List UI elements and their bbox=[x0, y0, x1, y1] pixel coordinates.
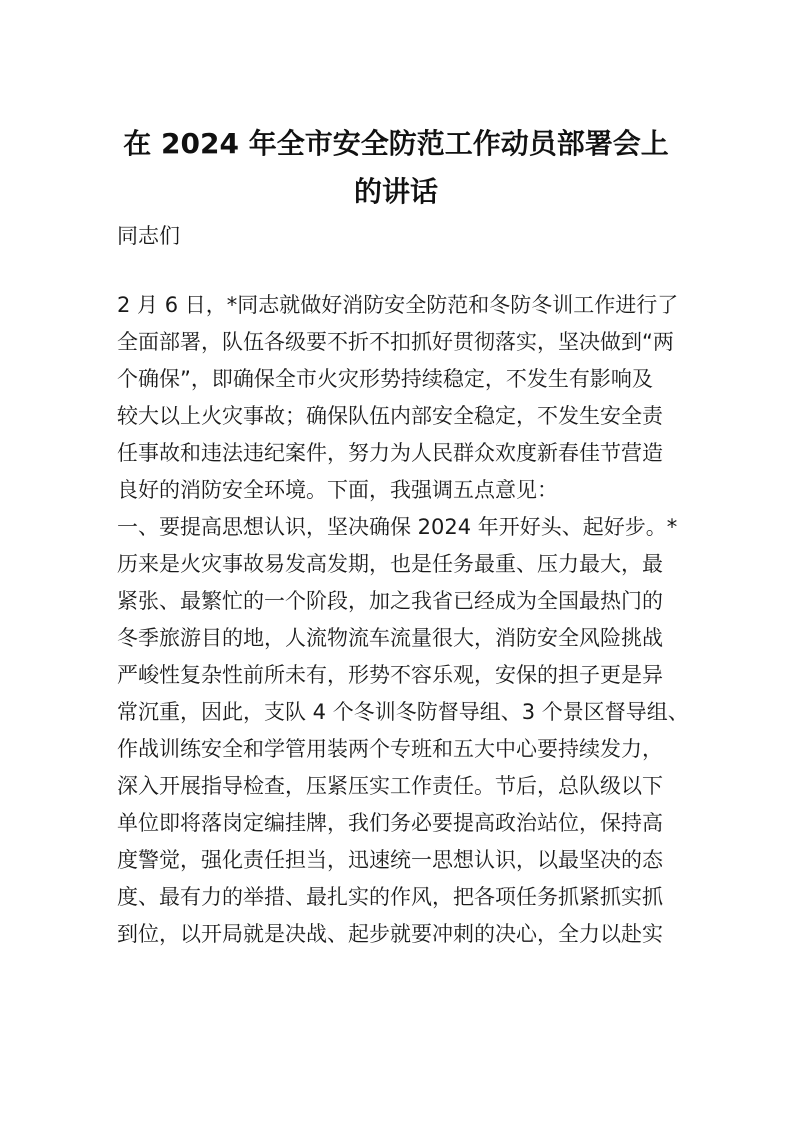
body-line: 一、要提高思想认识，坚决确保 2024 年开好头、起好步。* bbox=[117, 515, 678, 539]
body-line: 冬季旅游目的地，人流物流车流量很大，消防安全风险挑战 bbox=[117, 626, 663, 650]
body-line: 常沉重，因此，支队 4 个冬训冬防督导组、3 个景区督导组、 bbox=[117, 700, 689, 724]
body-line: 个确保”，即确保全市火灾形势持续稳定，不发生有影响及 bbox=[117, 367, 653, 391]
body-line: 度、最有力的举措、最扎实的作风，把各项任务抓紧抓实抓 bbox=[117, 885, 663, 909]
body-line: 历来是火灾事故易发高发期，也是任务最重、压力最大，最 bbox=[117, 552, 663, 576]
body-line: 到位，以开局就是决战、起步就要冲刺的决心，全力以赴实 bbox=[117, 922, 663, 946]
body-line: 深入开展指导检查，压紧压实工作责任。节后，总队级以下 bbox=[117, 774, 663, 798]
page-title-line-2: 的讲话 bbox=[353, 175, 438, 208]
body-line: 严峻性复杂性前所未有，形势不容乐观，安保的担子更是异 bbox=[117, 663, 663, 687]
body-line: 作战训练安全和学管用装两个专班和五大中心要持续发力， bbox=[117, 737, 663, 761]
body-line: 良好的消防安全环境。下面，我强调五点意见： bbox=[117, 478, 558, 502]
body-line: 较大以上火灾事故；确保队伍内部安全稳定，不发生安全责 bbox=[117, 404, 663, 428]
page-title-line-1: 在 2024 年全市安全防范工作动员部署会上 bbox=[123, 127, 669, 160]
body-line: 度警觉，强化责任担当，迅速统一思想认识，以最坚决的态 bbox=[117, 848, 663, 872]
body-line: 2 月 6 日，*同志就做好消防安全防范和冬防冬训工作进行了 bbox=[117, 293, 679, 317]
body-line: 紧张、最繁忙的一个阶段，加之我省已经成为全国最热门的 bbox=[117, 589, 663, 613]
body-line: 全面部署，队伍各级要不折不扣抓好贯彻落实，坚决做到“两 bbox=[117, 330, 674, 354]
salutation: 同志们 bbox=[117, 224, 180, 248]
body-line: 任事故和违法违纪案件，努力为人民群众欢度新春佳节营造 bbox=[117, 441, 663, 465]
body-line: 单位即将落岗定编挂牌，我们务必要提高政治站位，保持高 bbox=[117, 811, 663, 835]
